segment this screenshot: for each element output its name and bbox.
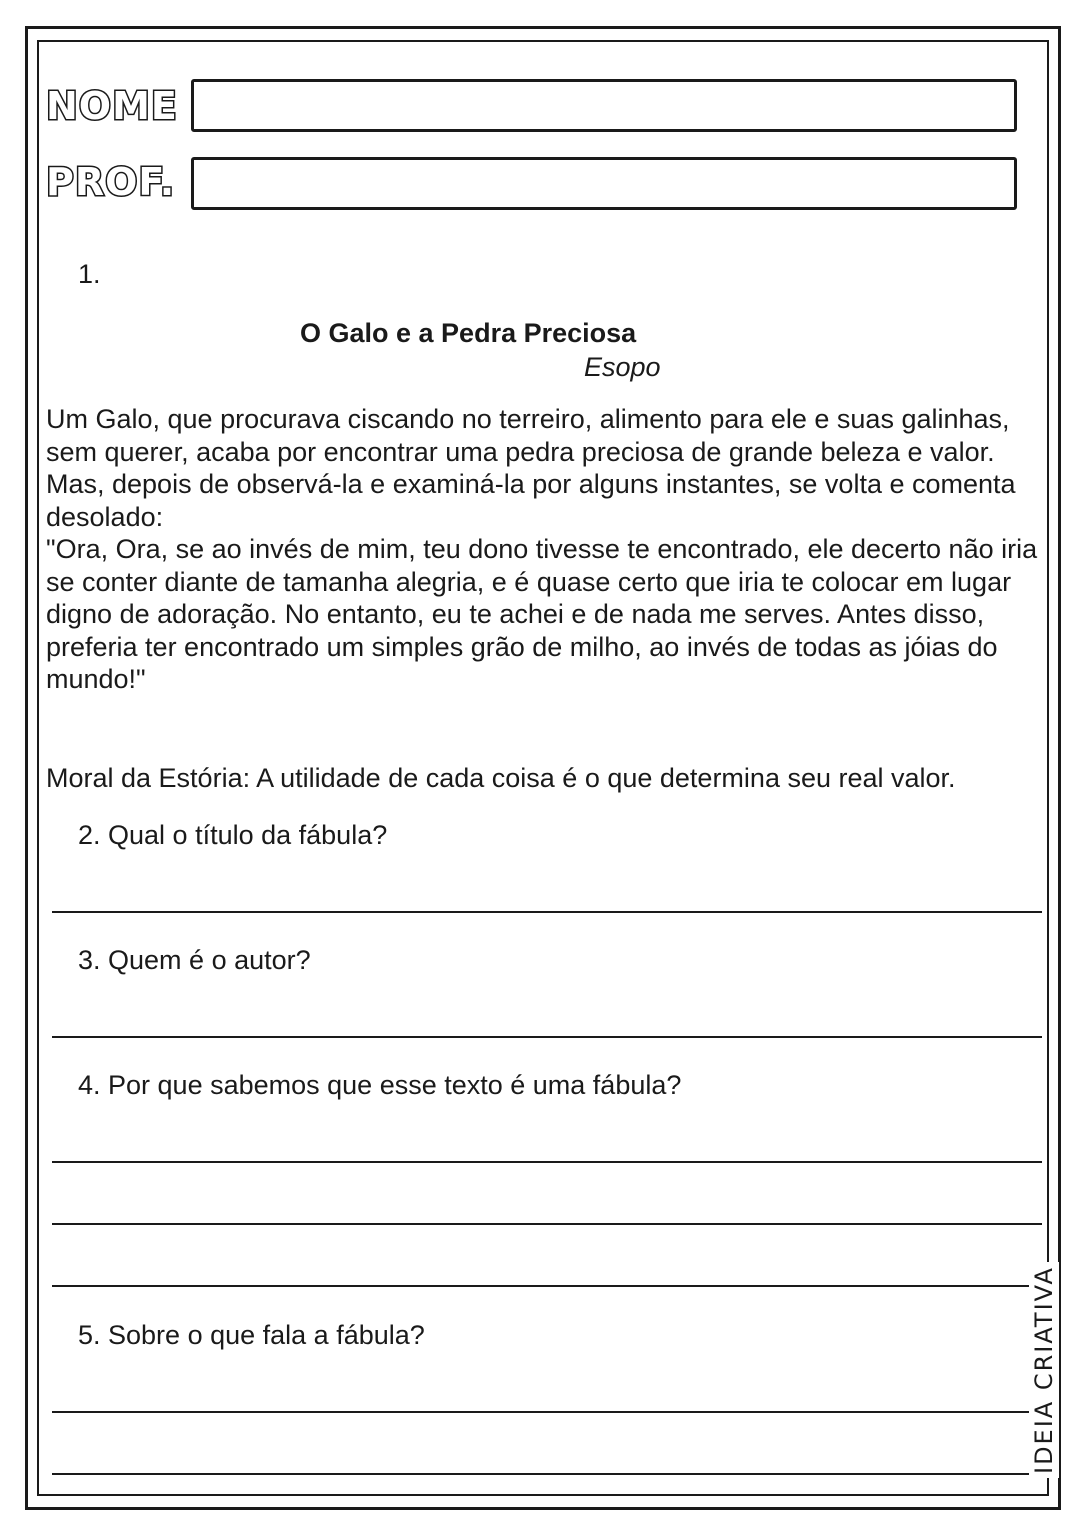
question-3: 3. Quem é o autor? — [78, 945, 311, 975]
story-paragraph: Mas, depois de observá-la e examiná-la por alguns instantes, se volta e comenta desolado: — [46, 469, 1016, 532]
prof-input[interactable] — [191, 157, 1017, 210]
answer-line[interactable] — [52, 1411, 1042, 1413]
story-author: Esopo — [584, 352, 661, 382]
name-input[interactable] — [191, 79, 1017, 132]
prof-label: PROF. — [46, 160, 176, 204]
story-moral: Moral da Estória: A utilidade de cada coisa é o que determina seu real valor. — [46, 763, 956, 793]
story-paragraph: Um Galo, que procurava ciscando no terreiro, alimento para ele e suas galinhas, sem querer, acaba por encontrar uma pedra preciosa de grande beleza e valor. — [46, 404, 1010, 467]
answer-line[interactable] — [52, 1473, 1042, 1475]
question-4: 4. Por que sabemos que esse texto é uma fábula? — [78, 1070, 682, 1100]
answer-line[interactable] — [52, 1223, 1042, 1225]
answer-line[interactable] — [52, 911, 1042, 913]
name-label: NOME — [46, 84, 178, 128]
answer-line[interactable] — [52, 1036, 1042, 1038]
answer-line[interactable] — [52, 1161, 1042, 1163]
story-paragraph: "Ora, Ora, se ao invés de mim, teu dono tivesse te encontrado, ele decerto não iria se conter diante de tamanha alegria, e é quase certo que iria te colocar em lugar digno de adoração. No entanto, eu te achei e de nada me serves. Antes disso, preferia ter encontrado um simples grão de milho, ao invés de todas as jóias do mundo!" — [46, 534, 1038, 694]
brand-watermark: IDEIA CRIATIVA — [1029, 1262, 1059, 1478]
story-title: O Galo e a Pedra Preciosa — [300, 318, 637, 348]
question-5: 5. Sobre o que fala a fábula? — [78, 1320, 425, 1350]
question-2: 2. Qual o título da fábula? — [78, 820, 388, 850]
story-body — [46, 403, 1041, 696]
answer-line[interactable] — [52, 1285, 1042, 1287]
exercise-1-number: 1. — [78, 259, 101, 289]
